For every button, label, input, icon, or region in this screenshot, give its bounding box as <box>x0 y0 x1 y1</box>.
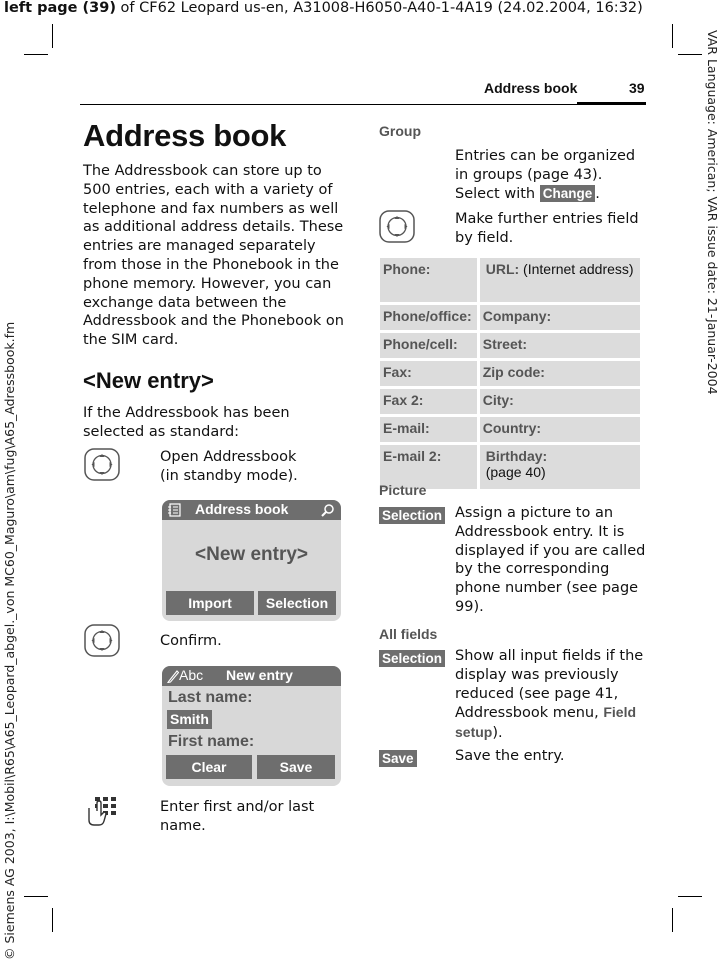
fields-row <box>380 417 640 442</box>
navigation-key-icon <box>379 210 415 243</box>
field-name: E-mail: <box>383 420 430 436</box>
all-fields-selection-softkey[interactable]: Selection <box>379 650 445 667</box>
fields-row <box>380 258 640 302</box>
navigation-key-icon <box>84 448 120 481</box>
field-name: Fax 2: <box>383 392 424 408</box>
fields-row <box>380 305 640 330</box>
field-name: Birthday: <box>485 448 548 464</box>
field-note: (page 40) <box>485 464 546 480</box>
print-header-doc: of CF62 Leopard us-en, A31008-H6050-A40-1-4A19 (24.02.2004, 16:32) <box>115 0 643 16</box>
softkey-save[interactable]: Save <box>257 755 335 779</box>
copyright-path-note: © Siemens AG 2003, I:\Mobil\R65\A65_Leopard_abgel._von MC60_Maguro\am\fug\A65_Adressbook.fm <box>2 321 17 960</box>
field-cell <box>480 305 640 330</box>
new-entry-intro: If the Addressbook has been selected as standard: <box>83 405 290 440</box>
crop-mark <box>52 908 53 932</box>
field-name: Street: <box>482 336 528 352</box>
all-fields-text: Show all input fields if the display was previously reduced (see page 41, Addressbook menu, <box>455 648 644 722</box>
intro-paragraph: The Addressbook can store up to 500 entries, each with a variety of telephone and fax numbers as well as additional address details. These entries are managed separately from those in the Phonebook in the phone memory. However, you can exchange data between the Addressbook and the Phonebook on the SIM card. <box>83 163 344 349</box>
address-fields-table <box>377 255 643 492</box>
new-entry-heading: <New entry> <box>83 368 214 393</box>
var-language-note: VAR Language: American; VAR issue date: 21-Januar-2004 <box>705 30 720 395</box>
softkey-import[interactable]: Import <box>166 591 254 615</box>
crop-mark <box>678 896 702 897</box>
change-softkey[interactable]: Change <box>540 185 596 202</box>
field-cell <box>480 258 640 302</box>
field-cell <box>380 258 477 302</box>
picture-selection-softkey-wrap <box>379 505 445 524</box>
field-name: Phone/cell: <box>383 336 458 352</box>
step-enter-name: Enter first and/or last name. <box>160 799 315 834</box>
save-softkey[interactable]: Save <box>379 750 417 767</box>
side-note-right <box>704 30 724 410</box>
field-cell <box>480 333 640 358</box>
field-name: URL: <box>485 261 520 277</box>
header-rule-accent <box>577 102 646 105</box>
display-title: Address book <box>195 501 289 517</box>
field-cell <box>380 389 477 414</box>
last-name-input[interactable]: Smith <box>167 710 212 729</box>
first-name-label: First name: <box>168 733 255 750</box>
picture-selection-softkey[interactable]: Selection <box>379 507 445 524</box>
display-title-bar <box>162 666 341 686</box>
field-cell <box>480 389 640 414</box>
field-name: E-mail 2: <box>383 448 442 464</box>
display-new-entry-form <box>162 666 341 786</box>
side-note-left <box>0 300 20 960</box>
input-mode: Abc <box>179 667 204 683</box>
field-cell <box>380 361 477 386</box>
display-title: New entry <box>226 667 293 683</box>
last-name-label: Last name: <box>168 689 253 706</box>
field-cell <box>480 417 640 442</box>
step-open-line2: (in standby mode). <box>160 467 298 484</box>
crop-mark <box>24 896 48 897</box>
print-header-page: left page (39) <box>4 0 116 16</box>
address-book-icon <box>168 503 182 517</box>
field-cell <box>480 445 640 489</box>
group-text: Entries can be organized in groups (page 43). Select with <box>455 148 636 202</box>
display-address-book <box>162 500 341 621</box>
search-icon <box>321 503 335 517</box>
step-open-addressbook <box>160 448 340 486</box>
further-entries-text: Make further entries field by field. <box>455 211 639 246</box>
header-rule <box>80 104 646 105</box>
field-name: Zip code: <box>482 364 545 380</box>
field-setup-menu-name: Field setup <box>455 704 637 741</box>
display-new-entry: <New entry> <box>195 544 308 565</box>
fields-row <box>380 361 640 386</box>
all-fields-text-end: ). <box>492 725 503 742</box>
field-name: Phone: <box>383 261 431 277</box>
step-open-line1: Open Addressbook <box>160 449 297 465</box>
field-cell <box>380 417 477 442</box>
softkey-selection[interactable]: Selection <box>258 591 336 615</box>
picture-description: Assign a picture to an Addressbook entry. It is displayed if you are called by the corresponding phone number (see page 99). <box>455 505 646 615</box>
field-cell <box>480 361 640 386</box>
field-name: City: <box>482 392 514 408</box>
fields-row <box>380 333 640 358</box>
print-header <box>4 0 643 16</box>
field-name: Company: <box>482 308 552 324</box>
field-cell <box>380 333 477 358</box>
field-note: (Internet address) <box>519 261 634 277</box>
softkey-clear[interactable]: Clear <box>166 755 252 779</box>
step-confirm: Confirm. <box>160 633 222 649</box>
crop-mark <box>52 24 53 48</box>
field-cell <box>380 305 477 330</box>
page-number: 39 <box>629 80 645 96</box>
save-softkey-wrap <box>379 748 417 767</box>
all-fields-label: All fields <box>379 626 438 642</box>
pen-icon <box>167 669 179 683</box>
keypad-icon <box>86 796 118 826</box>
crop-mark <box>672 908 673 932</box>
running-title: Address book <box>484 80 578 96</box>
field-name: Country: <box>482 420 542 436</box>
field-name: Phone/office: <box>383 308 472 324</box>
crop-mark <box>24 54 48 55</box>
all-fields-softkey-wrap <box>379 648 445 667</box>
display-title-bar <box>162 500 341 520</box>
group-label: Group <box>379 123 421 139</box>
crop-mark <box>678 54 702 55</box>
navigation-key-icon <box>84 624 120 657</box>
all-fields-description <box>455 647 649 743</box>
save-description: Save the entry. <box>455 748 565 764</box>
group-description: Entries can be organized in groups (page 43). Select with Change . <box>455 148 636 202</box>
picture-label: Picture <box>379 482 427 498</box>
fields-row <box>380 389 640 414</box>
field-name: Fax: <box>383 364 412 380</box>
page-title: Address book <box>83 118 287 153</box>
crop-mark <box>672 24 673 48</box>
